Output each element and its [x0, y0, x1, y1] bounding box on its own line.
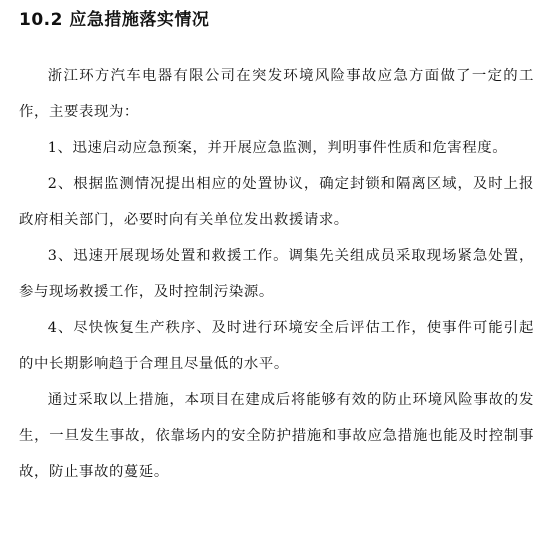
- paragraph-item-1: 1、迅速启动应急预案，并开展应急监测，判明事件性质和危害程度。: [47, 140, 508, 156]
- section-heading: 10.2 应急措施落实情况: [19, 10, 210, 30]
- paragraph-item-3: 3、迅速开展现场处置和救援工作。调集先关组成员采取现场紧急处置，参与现场救援工作，及时控制污染源。: [19, 248, 534, 300]
- paragraph-item-2: 2、根据监测情况提出相应的处置协议，确定封锁和隔离区域，及时上报政府相关部门，必要时向有关单位发出救援请求。: [19, 176, 534, 228]
- paragraph-conclusion: 通过采取以上措施，本项目在建成后将能够有效的防止环境风险事故的发生，一旦发生事故，依靠场内的安全防护措施和事故应急措施也能及时控制事故，防止事故的蔓延。: [19, 392, 534, 480]
- paragraph-item-4: 4、尽快恢复生产秩序、及时进行环境安全后评估工作，使事件可能引起的中长期影响趋于合理且尽量低的水平。: [19, 320, 534, 372]
- paragraph-intro: 浙江环方汽车电器有限公司在突发环境风险事故应急方面做了一定的工作，主要表现为：: [19, 68, 534, 120]
